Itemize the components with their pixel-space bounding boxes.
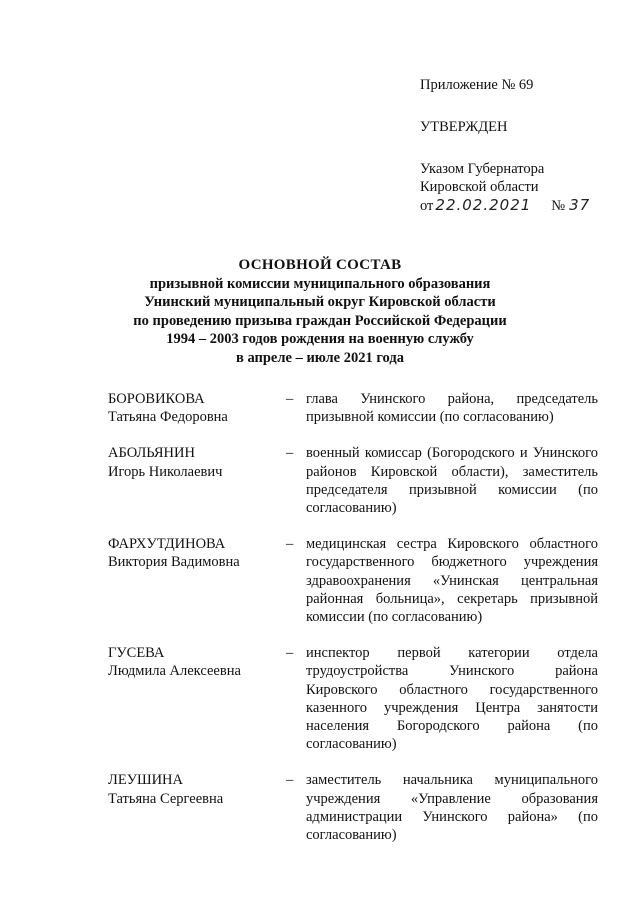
member-surname: ГУСЕВА	[108, 645, 165, 662]
member-dash: –	[286, 772, 294, 789]
handwritten-date: 22.02.2021	[435, 196, 532, 214]
member-row	[108, 771, 598, 844]
member-dash: –	[286, 536, 294, 553]
member-role: глава Унинского района, председатель призывной комиссии (по согласованию)	[306, 391, 598, 426]
title-line: по проведению призыва граждан Российской Федерации	[133, 312, 507, 329]
member-surname: БОРОВИКОВА	[108, 391, 205, 407]
member-row	[108, 535, 598, 626]
member-given-name: Татьяна Федоровна	[108, 409, 228, 426]
member-name	[108, 771, 286, 807]
member-row	[108, 390, 598, 426]
member-name	[108, 444, 286, 480]
date-prefix: от	[420, 198, 434, 214]
title-main: ОСНОВНОЙ СОСТАВ	[238, 257, 402, 273]
title-line: призывной комиссии муниципального образования	[149, 275, 491, 292]
members-list	[108, 390, 598, 844]
title-line: Унинский муниципальный округ Кировской области	[144, 294, 496, 310]
member-given-name: Виктория Вадимовна	[108, 554, 240, 571]
approved-heading: УТВЕРЖДЕН	[420, 119, 508, 135]
member-row	[108, 444, 598, 517]
member-role: заместитель начальника муниципального учреждения «Управление образования администрации Унинского района» (по согласованию)	[306, 772, 598, 844]
member-surname: АБОЛЬЯНИН	[108, 445, 195, 462]
member-name	[108, 390, 286, 426]
decree-date-line	[420, 196, 620, 215]
member-dash: –	[286, 391, 294, 407]
member-name	[108, 644, 286, 680]
member-surname: ФАРХУТДИНОВА	[108, 536, 226, 553]
title-line: в апреле – июле 2021 года	[236, 349, 404, 366]
member-role: военный комиссар (Богородского и Унинского районов Кировской области), заместитель председателя призывной комиссии (по согласованию)	[306, 445, 598, 517]
member-dash: –	[286, 645, 294, 662]
member-given-name: Людмила Алексеевна	[108, 663, 241, 680]
member-given-name: Татьяна Сергеевна	[108, 790, 224, 807]
member-given-name: Игорь Николаевич	[108, 463, 223, 480]
member-name	[108, 535, 286, 571]
number-label: №	[551, 198, 566, 214]
member-role: инспектор первой категории отдела трудоустройства Унинского района Кировского областного государственного казенного учреждения Центра занятости населения Богородского района (по согласованию)	[306, 645, 598, 753]
decree-line-1: Указом Губернатора	[420, 161, 545, 177]
handwritten-number: 37	[569, 196, 591, 214]
member-surname: ЛЕУШИНА	[108, 772, 183, 789]
document-title	[60, 256, 580, 367]
member-row	[108, 644, 598, 753]
appendix-number: Приложение № 69	[420, 77, 534, 93]
title-line: 1994 – 2003 годов рождения на военную службу	[166, 331, 474, 347]
approval-block	[420, 76, 620, 215]
decree-line-2: Кировской области	[420, 179, 539, 195]
member-dash: –	[286, 445, 294, 462]
member-role: медицинская сестра Кировского областного государственного бюджетного учреждения здравоохранения «Унинская центральная районная больница», секретарь призывной комиссии (по согласованию)	[306, 536, 598, 626]
